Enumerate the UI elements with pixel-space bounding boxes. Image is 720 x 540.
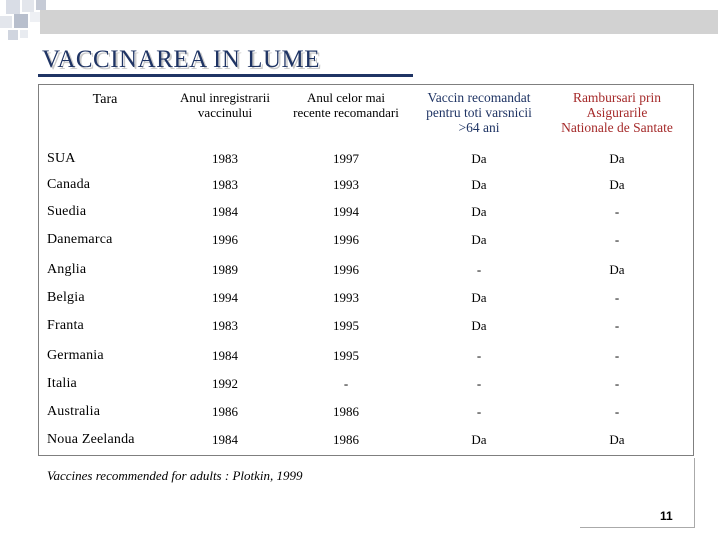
elderly-recommended-cell: - <box>476 348 482 363</box>
registration-year-cell: 1983 <box>212 318 238 333</box>
header-recommended-elderly: Vaccin recomandat pentru toti varsnicii >64 ani <box>426 90 532 135</box>
registration-year-cell: 1994 <box>212 290 238 305</box>
reimbursement-cell: Da <box>609 432 625 447</box>
elderly-recommended-cell: - <box>476 404 482 419</box>
recommendation-year-cell: 1993 <box>333 290 359 305</box>
title-underline <box>38 74 413 77</box>
decor-square <box>0 16 12 28</box>
decor-square <box>6 0 20 14</box>
registration-year-cell: 1992 <box>212 376 238 391</box>
country-cell: Australia <box>47 404 101 419</box>
elderly-recommended-cell: Da <box>471 290 487 305</box>
country-cell: Franta <box>47 318 84 333</box>
country-cell: SUA <box>47 151 76 166</box>
country-cell: Suedia <box>47 204 87 219</box>
header-registration-year: Anul inregistrarii vaccinului <box>180 90 270 120</box>
elderly-recommended-cell: - <box>476 376 482 391</box>
recommendation-year-cell: - <box>343 376 349 391</box>
reimbursement-cell: - <box>614 376 620 391</box>
reimbursement-cell: - <box>614 232 620 247</box>
recommendation-year-cell: 1997 <box>333 151 359 166</box>
page-number: 11 <box>660 509 673 523</box>
registration-year-cell: 1986 <box>212 404 238 419</box>
decor-square <box>8 30 18 40</box>
recommendation-year-cell: 1996 <box>333 262 359 277</box>
country-cell: Germania <box>47 348 104 363</box>
elderly-recommended-cell: Da <box>471 232 487 247</box>
recommendation-year-cell: 1996 <box>333 232 359 247</box>
country-cell: Italia <box>47 376 77 391</box>
page-title: VACCINAREA IN LUME <box>42 46 320 73</box>
elderly-recommended-cell: - <box>476 262 482 277</box>
recommendation-year-cell: 1994 <box>333 204 359 219</box>
recommendation-year-cell: 1995 <box>333 348 359 363</box>
corner-rule-vertical <box>694 458 695 528</box>
registration-year-cell: 1984 <box>212 204 238 219</box>
recommendation-year-cell: 1986 <box>333 432 359 447</box>
decor-square <box>22 0 34 12</box>
reimbursement-cell: - <box>614 318 620 333</box>
recommendation-year-cell: 1986 <box>333 404 359 419</box>
elderly-recommended-cell: Da <box>471 318 487 333</box>
country-cell: Noua Zeelanda <box>47 432 135 447</box>
reimbursement-cell: Da <box>609 177 625 192</box>
reimbursement-cell: Da <box>609 151 625 166</box>
reimbursement-cell: - <box>614 404 620 419</box>
registration-year-cell: 1983 <box>212 151 238 166</box>
reimbursement-cell: - <box>614 204 620 219</box>
decor-square <box>30 12 40 22</box>
registration-year-cell: 1996 <box>212 232 238 247</box>
registration-year-cell: 1984 <box>212 348 238 363</box>
country-cell: Anglia <box>47 262 87 277</box>
elderly-recommended-cell: Da <box>471 204 487 219</box>
elderly-recommended-cell: Da <box>471 177 487 192</box>
header-recent-recommendations: Anul celor mai recente recomandari <box>293 90 399 120</box>
registration-year-cell: 1989 <box>212 262 238 277</box>
header-reimbursement: Rambursari prin Asigurarile Nationale de Santate <box>561 90 673 135</box>
elderly-recommended-cell: Da <box>471 151 487 166</box>
reimbursement-cell: - <box>614 348 620 363</box>
source-footnote: Vaccines recommended for adults : Plotkin, 1999 <box>47 468 303 483</box>
recommendation-year-cell: 1995 <box>333 318 359 333</box>
corner-rule-horizontal <box>580 527 695 528</box>
decor-square <box>14 14 28 28</box>
registration-year-cell: 1984 <box>212 432 238 447</box>
country-cell: Canada <box>47 177 91 192</box>
header-country: Tara <box>92 92 118 107</box>
recommendation-year-cell: 1993 <box>333 177 359 192</box>
decor-square <box>20 30 28 38</box>
reimbursement-cell: - <box>614 290 620 305</box>
country-cell: Danemarca <box>47 232 113 247</box>
reimbursement-cell: Da <box>609 262 625 277</box>
country-cell: Belgia <box>47 290 85 305</box>
decor-square <box>36 0 46 10</box>
registration-year-cell: 1983 <box>212 177 238 192</box>
elderly-recommended-cell: Da <box>471 432 487 447</box>
header-band <box>40 10 718 34</box>
